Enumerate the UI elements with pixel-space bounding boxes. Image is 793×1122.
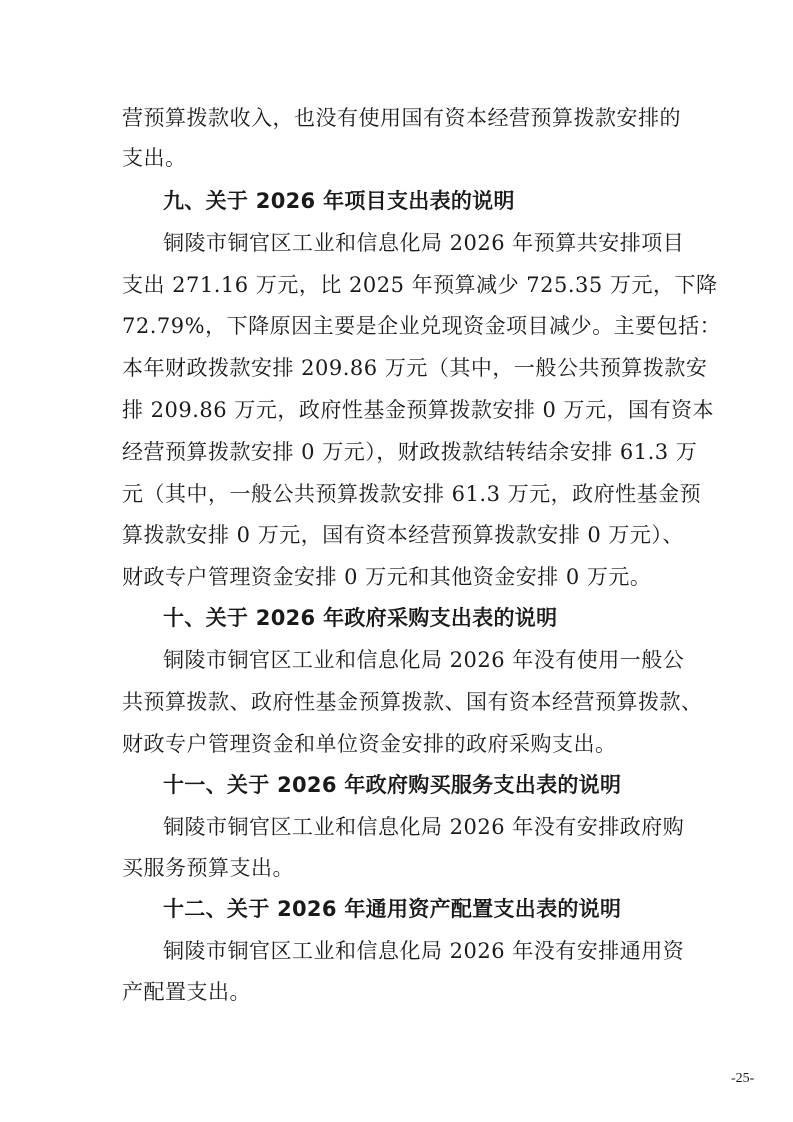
body-text-line: 铜陵市铜官区工业和信息化局 2026 年没有安排政府购 — [163, 815, 685, 839]
body-text-line: 产配置支出。 — [122, 980, 251, 1004]
section-heading-9: 九、关于 2026 年项目支出表的说明 — [163, 189, 515, 213]
body-text-line: 72.79%，下降原因主要是企业兑现资金项目减少。主要包括： — [122, 314, 722, 338]
body-text-line: 经营预算拨款安排 0 万元），财政拨款结转结余安排 61.3 万 — [122, 440, 698, 464]
body-text-line: 财政专户管理资金和单位资金安排的政府采购支出。 — [122, 732, 617, 756]
section-heading-11: 十一、关于 2026 年政府购买服务支出表的说明 — [163, 773, 622, 797]
body-text-line: 共预算拨款、政府性基金预算拨款、国有资本经营预算拨款、 — [122, 690, 703, 714]
body-text-line: 排 209.86 万元，政府性基金预算拨款安排 0 万元，国有资本 — [122, 398, 715, 422]
body-text-line: 营预算拨款收入，也没有使用国有资本经营预算拨款安排的 — [122, 106, 681, 130]
body-text-line: 铜陵市铜官区工业和信息化局 2026 年没有使用一般公 — [163, 648, 685, 672]
body-text-line: 财政专户管理资金安排 0 万元和其他资金安排 0 万元。 — [122, 565, 652, 589]
body-text-line: 算拨款安排 0 万元，国有资本经营预算拨款安排 0 万元）、 — [122, 523, 684, 547]
body-text-line: 支出。 — [122, 146, 187, 170]
section-heading-12: 十二、关于 2026 年通用资产配置支出表的说明 — [163, 897, 622, 921]
body-text-line: 元（其中，一般公共预算拨款安排 61.3 万元，政府性基金预 — [122, 482, 702, 506]
page-number: -25- — [731, 1071, 755, 1086]
body-text-line: 支出 271.16 万元，比 2025 年预算减少 725.35 万元，下降 — [122, 273, 718, 297]
body-text-line: 铜陵市铜官区工业和信息化局 2026 年没有安排通用资 — [163, 939, 685, 963]
body-text-line: 铜陵市铜官区工业和信息化局 2026 年预算共安排项目 — [163, 231, 685, 255]
body-text-line: 买服务预算支出。 — [122, 856, 294, 880]
section-heading-10: 十、关于 2026 年政府采购支出表的说明 — [163, 606, 558, 630]
body-text-line: 本年财政拨款安排 209.86 万元（其中，一般公共预算拨款安 — [122, 356, 708, 380]
